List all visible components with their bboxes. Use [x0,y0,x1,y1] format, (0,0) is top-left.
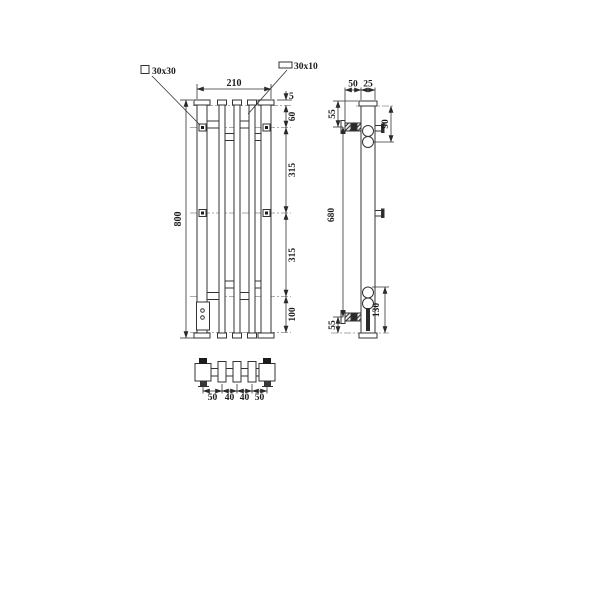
dim-chain-plan [203,383,267,403]
side-bottom-cap [359,333,377,338]
square-section-icon [141,66,149,74]
top-caps [194,100,274,105]
dim-680-label: 680 [327,207,337,223]
dim-60-label: 60 [288,111,298,122]
dim-5-label: 5 [289,92,294,102]
heating-element [366,308,370,331]
dim-100-label: 100 [288,307,298,322]
plan-dim-50b-label: 50 [254,393,265,403]
mount-mark-mid-left [199,210,206,217]
dim-800-label: 800 [173,211,184,227]
mount-mark-mid-right [263,210,270,217]
dim-315-lower-label: 315 [288,247,298,263]
bottom-caps [194,333,274,338]
flat-section-icon [279,62,292,68]
plan-dim-40b-label: 40 [239,393,250,403]
indicator-dot [201,309,205,313]
dim-height-800 [173,100,194,338]
inner-tube-1 [219,105,225,333]
dim-25-label: 25 [363,79,373,90]
dim-55-bottom-label: 55 [328,320,338,330]
plan-view [195,358,275,403]
mount-mark-top-right [263,124,270,131]
dim-315-upper-label: 315 [288,162,298,178]
dim-90 [374,106,394,142]
label-30x30: 30x30 [152,67,176,77]
dim-50-label: 50 [348,79,358,90]
dim-130-label: 130 [372,302,382,318]
front-view [141,62,318,338]
plan-dim-40a-label: 40 [224,393,235,403]
side-top-cap [359,101,377,106]
dim-55-top-label: 55 [328,109,338,119]
inner-tube-2 [234,105,240,333]
wall-bracket-bottom [341,311,361,324]
plan-inner-tubes [218,362,256,383]
inner-tube-3 [249,105,255,333]
leader-30x10 [248,62,318,114]
indicator-dot [201,316,205,320]
dim-90-label: 90 [381,119,391,129]
outer-tube-left [197,105,207,333]
hook-stub-middle [375,209,384,218]
plan-dim-50a-label: 50 [207,393,218,403]
dim-width-210 [197,78,271,99]
dim-210-label: 210 [226,78,242,89]
wall-bracket-top [341,121,361,134]
side-view [327,80,395,339]
label-30x10: 30x10 [294,62,318,72]
dim-680 [327,127,343,317]
mount-mark-top-left [199,124,206,131]
leader-30x30 [141,66,200,126]
outer-tube-right [261,105,271,333]
control-unit [197,302,210,330]
